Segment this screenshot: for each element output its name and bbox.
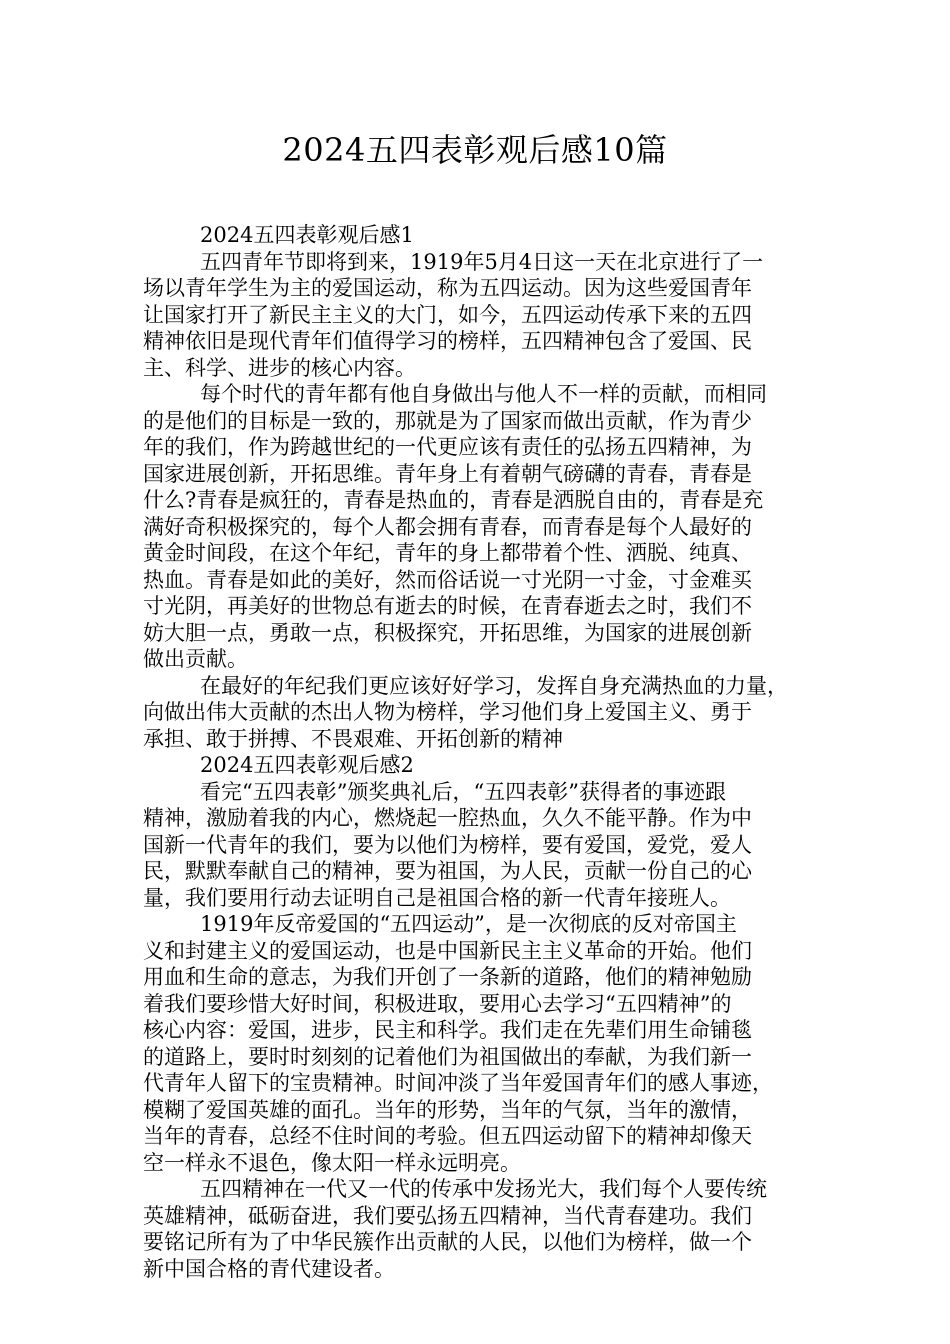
paragraph-line: 新中国合格的青代建设者。 <box>143 1256 395 1281</box>
paragraph-line: 的道路上，要时时刻刻的记着他们为祖国做出的奉献，为我们新一 <box>143 1044 752 1069</box>
paragraph-line: 年的我们，作为跨越世纪的一代更应该有责任的弘扬五四精神，为 <box>143 435 752 459</box>
paragraph-line: 妨大胆一点，勇敢一点，积极探究，开拓思维，为国家的进展创新 <box>143 620 752 645</box>
paragraph-line: 量，我们要用行动去证明自己是祖国合格的新一代青年接班人。 <box>143 885 731 910</box>
paragraph-line: 场以青年学生为主的爱国运动，称为五四运动。因为这些爱国青年 <box>143 276 752 300</box>
paragraph-line: 热血。青春是如此的美好，然而俗话说一寸光阴一寸金，寸金难买 <box>143 567 752 592</box>
paragraph-line: 要铭记所有为了中华民簇作出贡献的人民，以他们为榜样，做一个 <box>143 1230 752 1254</box>
paragraph-line: 在最好的年纪我们更应该好好学习，发挥自身充满热血的力量， <box>200 673 788 698</box>
paragraph-line: 黄金时间段，在这个年纪，青年的身上都带着个性、洒脱、纯真、 <box>143 541 752 565</box>
section-heading: 2024五四表彰观后感1 <box>200 223 414 247</box>
paragraph-line: 做出贡献。 <box>143 647 248 671</box>
paragraph-line: 主、科学、进步的核心内容。 <box>143 355 416 380</box>
paragraph-line: 每个时代的青年都有他自身做出与他人不一样的贡献，而相同 <box>200 382 767 406</box>
paragraph-line: 精神，激励着我的内心，燃烧起一腔热血，久久不能平静。作为中 <box>143 806 752 830</box>
paragraph-line: 代青年人留下的宝贵精神。时间冲淡了当年爱国青年们的感人事迹， <box>143 1071 773 1095</box>
paragraph-line: 空一样永不退色，像太阳一样永远明亮。 <box>143 1150 521 1175</box>
paragraph-line: 向做出伟大贡献的杰出人物为榜样，学习他们身上爱国主义、勇于 <box>143 700 752 724</box>
paragraph-line: 民，默默奉献自己的精神，要为祖国，为人民，贡献一份自己的心 <box>143 859 752 883</box>
paragraph-line: 看完“五四表彰”颁奖典礼后，“五四表彰”获得者的事迹跟 <box>200 779 726 804</box>
paragraph-line: 承担、敢于拼搏、不畏艰难、开拓创新的精神 <box>143 726 563 751</box>
document-title: 2024五四表彰观后感10篇 <box>282 131 668 169</box>
paragraph-line: 五四青年节即将到来，1919年5月4日这一天在北京进行了一 <box>200 249 764 274</box>
paragraph-line: 核心内容：爱国，进步，民主和科学。我们走在先辈们用生命铺毯 <box>143 1018 752 1042</box>
paragraph-line: 模糊了爱国英雄的面孔。当年的形势，当年的气氛，当年的激情， <box>143 1097 752 1122</box>
paragraph-line: 让国家打开了新民主主义的大门，如今，五四运动传承下来的五四 <box>143 302 752 327</box>
paragraph-line: 什么?青春是疯狂的，青春是热血的，青春是洒脱自由的，青春是充 <box>143 488 764 512</box>
paragraph-line: 精神依旧是现代青年们值得学习的榜样，五四精神包含了爱国、民 <box>143 329 752 353</box>
section-heading: 2024五四表彰观后感2 <box>200 753 414 777</box>
paragraph-line: 英雄精神，砥砺奋进，我们要弘扬五四精神，当代青春建功。我们 <box>143 1203 752 1228</box>
paragraph-line: 寸光阴，再美好的世物总有逝去的时候，在青春逝去之时，我们不 <box>143 594 752 618</box>
paragraph-line: 满好奇积极探究的，每个人都会拥有青春，而青春是每个人最好的 <box>143 514 752 539</box>
paragraph-line: 义和封建主义的爱国运动，也是中国新民主主义革命的开始。他们 <box>143 938 752 963</box>
paragraph-line: 国新一代青年的我们，要为以他们为榜样，要有爱国，爱党，爱人 <box>143 832 752 857</box>
paragraph-line: 的是他们的目标是一致的，那就是为了国家而做出贡献，作为青少 <box>143 408 752 433</box>
paragraph-line: 着我们要珍惜大好时间，积极进取，要用心去学习“五四精神”的 <box>143 991 732 1016</box>
document-body <box>143 222 823 1282</box>
paragraph-line: 国家进展创新，开拓思维。青年身上有着朝气磅礴的青春，青春是 <box>143 461 752 486</box>
paragraph-line: 用血和生命的意志，为我们开创了一条新的道路，他们的精神勉励 <box>143 965 752 989</box>
paragraph-line: 当年的青春，总经不住时间的考验。但五四运动留下的精神却像天 <box>143 1124 752 1148</box>
paragraph-line: 五四精神在一代又一代的传承中发扬光大，我们每个人要传统 <box>200 1177 767 1201</box>
paragraph-line: 1919年反帝爱国的“五四运动”，是一次彻底的反对帝国主 <box>200 912 737 936</box>
